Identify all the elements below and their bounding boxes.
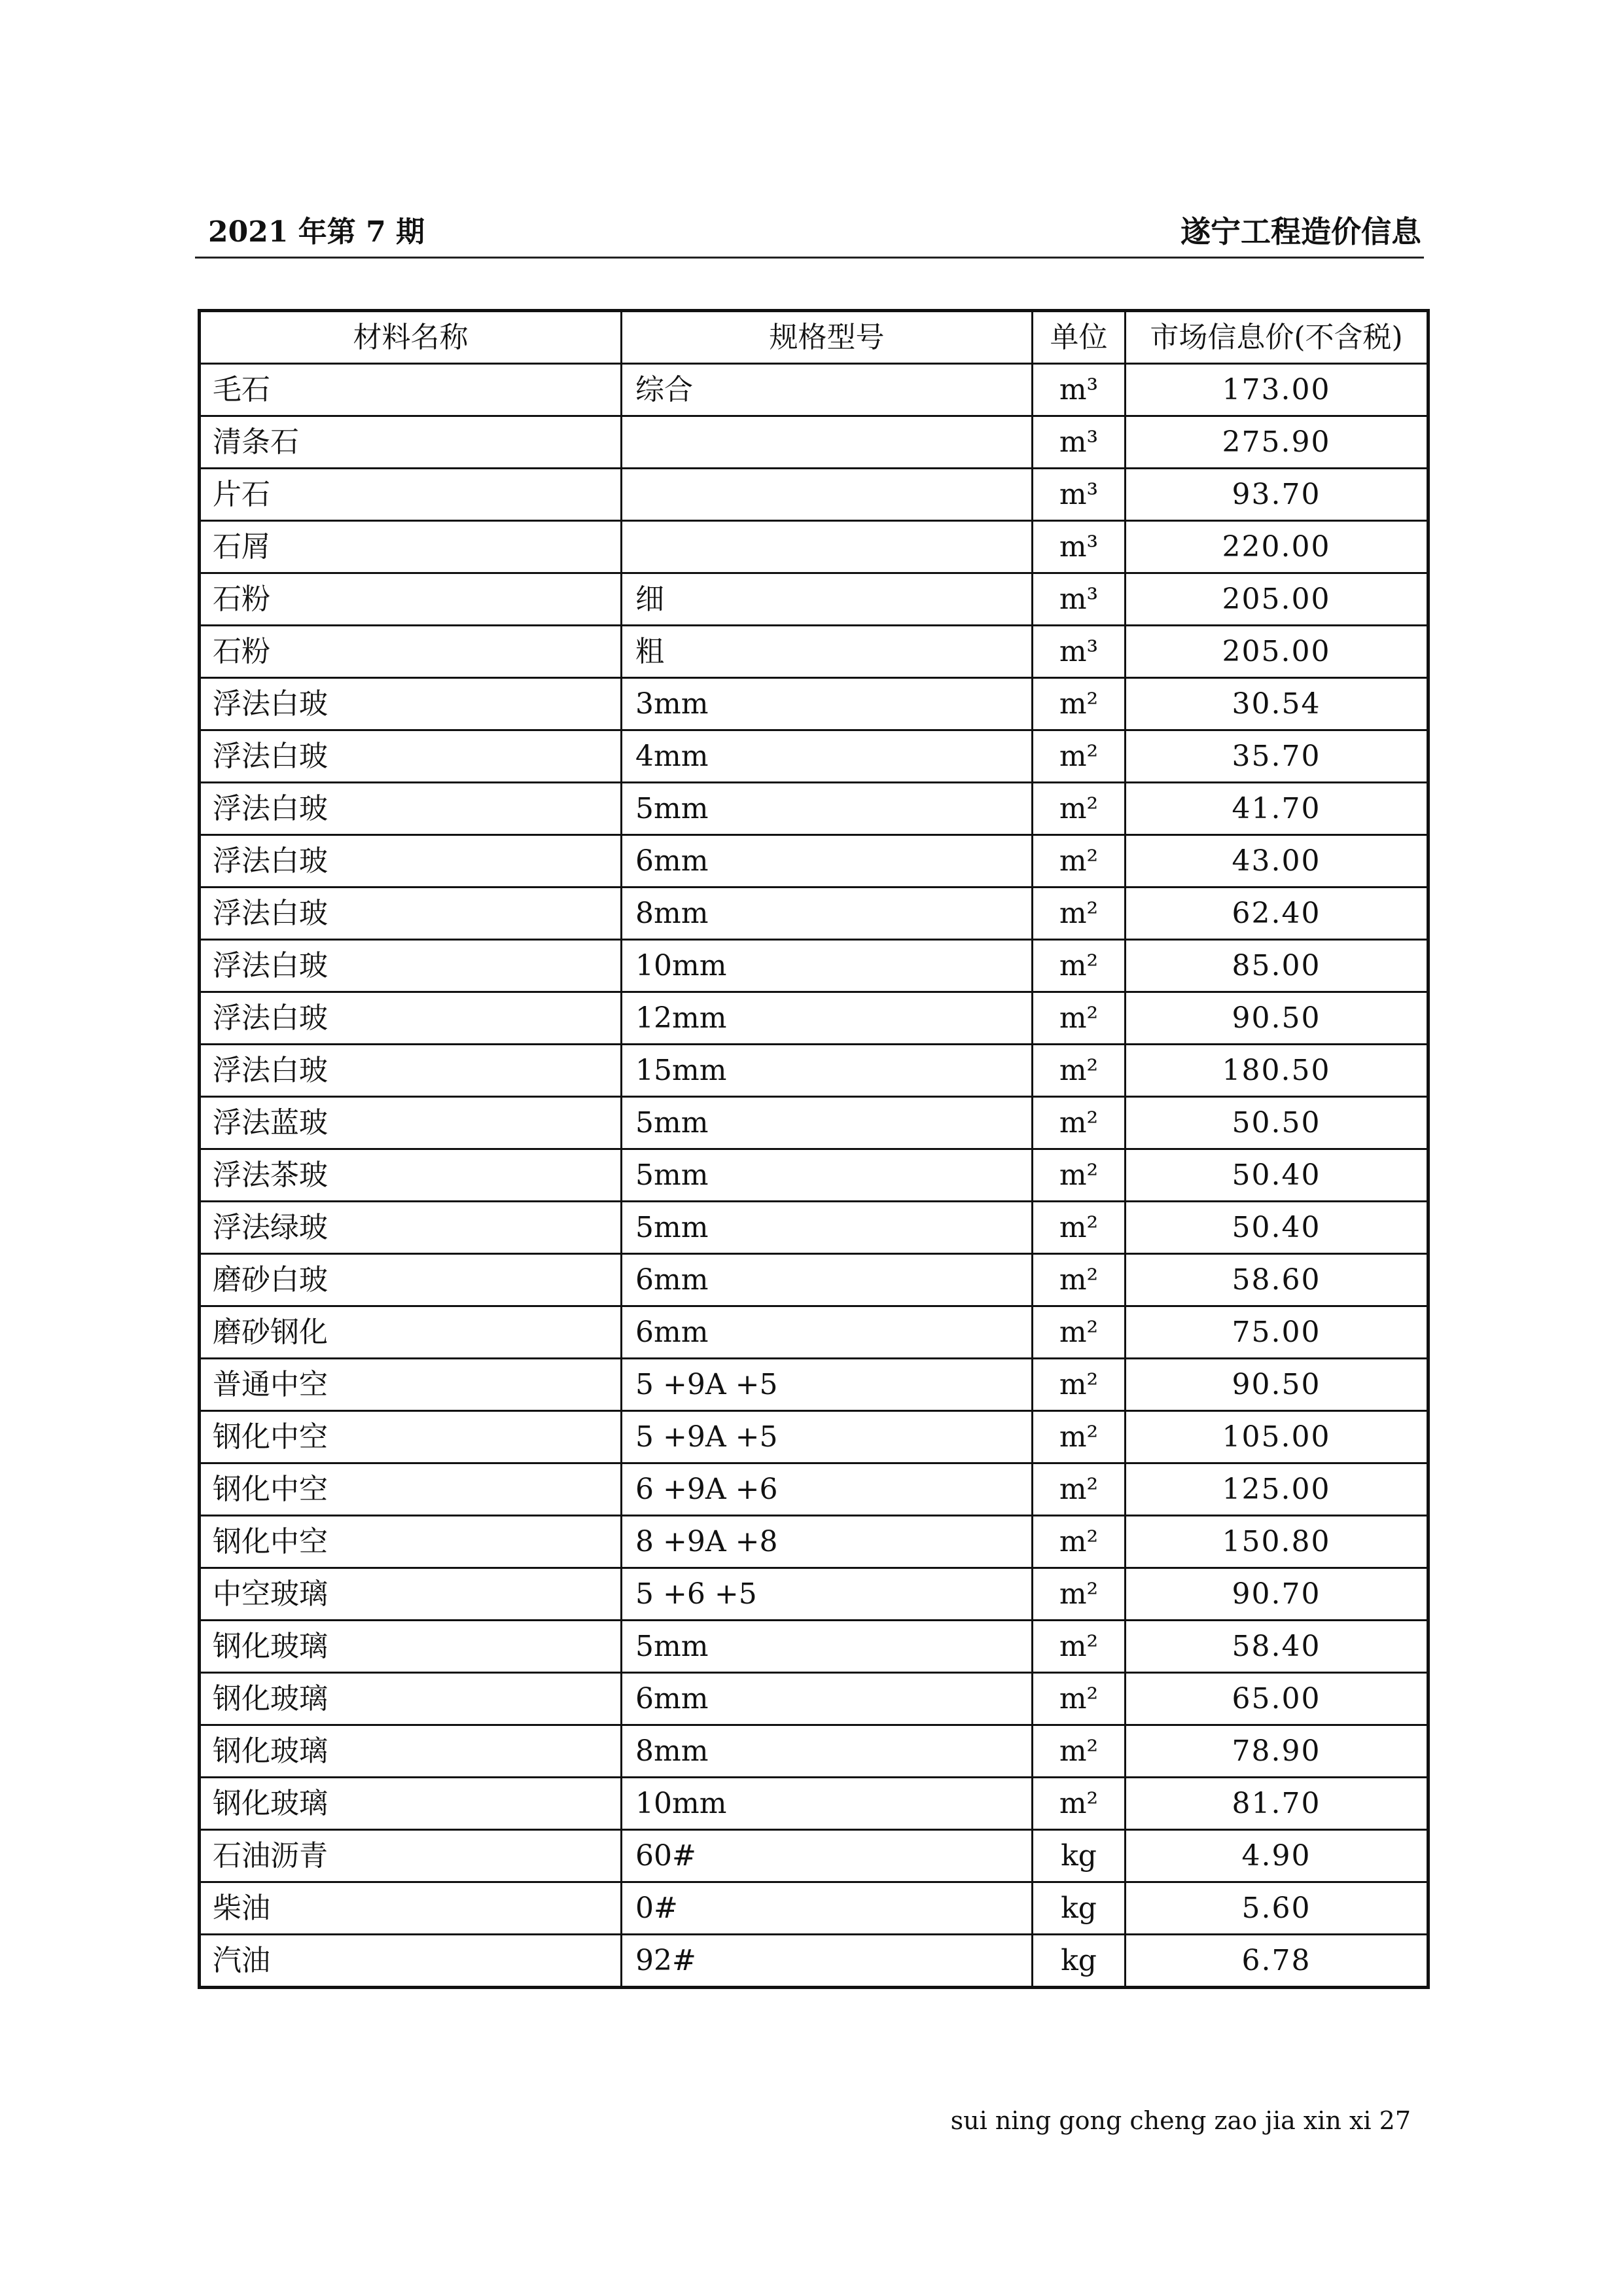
material-name-cell: 浮法白玻 (200, 1045, 622, 1097)
material-name-cell: 清条石 (200, 416, 622, 469)
unit-cell: m² (1033, 1725, 1126, 1778)
spec-cell: 8mm (622, 1725, 1033, 1778)
spec-cell: 5 +6 +5 (622, 1568, 1033, 1621)
price-cell: 62.40 (1126, 888, 1429, 940)
price-cell: 41.70 (1126, 783, 1429, 835)
unit-cell: m² (1033, 1463, 1126, 1516)
table-row (200, 1778, 1429, 1830)
price-cell: 50.40 (1126, 1202, 1429, 1254)
unit-cell: m² (1033, 1097, 1126, 1149)
table-row (200, 1254, 1429, 1306)
unit-cell: m² (1033, 1568, 1126, 1621)
table-row (200, 992, 1429, 1045)
unit-cell: m² (1033, 1673, 1126, 1725)
spec-cell: 5 +9A +5 (622, 1411, 1033, 1463)
unit-cell: m² (1033, 1149, 1126, 1202)
material-name-cell: 普通中空 (200, 1359, 622, 1411)
price-cell: 35.70 (1126, 730, 1429, 783)
table-row (200, 940, 1429, 992)
material-name-cell: 钢化玻璃 (200, 1621, 622, 1673)
table-row (200, 1935, 1429, 1988)
price-cell: 75.00 (1126, 1306, 1429, 1359)
material-name-cell: 浮法蓝玻 (200, 1097, 622, 1149)
table-row (200, 469, 1429, 521)
unit-cell: kg (1033, 1830, 1126, 1882)
spec-cell: 5 +9A +5 (622, 1359, 1033, 1411)
table-row (200, 626, 1429, 678)
table-row (200, 416, 1429, 469)
issue-label: 2021 年第 7 期 (208, 215, 425, 249)
table-row (200, 1097, 1429, 1149)
spec-cell: 0# (622, 1882, 1033, 1935)
table-body (200, 364, 1429, 1988)
material-name-cell: 磨砂钢化 (200, 1306, 622, 1359)
price-cell: 275.90 (1126, 416, 1429, 469)
spec-cell: 8mm (622, 888, 1033, 940)
unit-cell: kg (1033, 1882, 1126, 1935)
unit-cell: m² (1033, 940, 1126, 992)
table-row (200, 1568, 1429, 1621)
table-row (200, 783, 1429, 835)
table-row (200, 1621, 1429, 1673)
spec-cell (622, 469, 1033, 521)
unit-cell: m² (1033, 835, 1126, 888)
spec-cell: 6mm (622, 835, 1033, 888)
spec-cell: 8 +9A +8 (622, 1516, 1033, 1568)
price-cell: 58.60 (1126, 1254, 1429, 1306)
table-row (200, 678, 1429, 730)
price-cell: 173.00 (1126, 364, 1429, 416)
price-cell: 180.50 (1126, 1045, 1429, 1097)
column-header-unit: 单位 (1033, 311, 1126, 364)
table-row (200, 1830, 1429, 1882)
material-name-cell: 钢化中空 (200, 1463, 622, 1516)
price-cell: 150.80 (1126, 1516, 1429, 1568)
material-name-cell: 中空玻璃 (200, 1568, 622, 1621)
column-header-name: 材料名称 (200, 311, 622, 364)
price-cell: 90.50 (1126, 992, 1429, 1045)
material-name-cell: 浮法绿玻 (200, 1202, 622, 1254)
table-row (200, 364, 1429, 416)
material-name-cell: 石油沥青 (200, 1830, 622, 1882)
table-row (200, 888, 1429, 940)
unit-cell: m² (1033, 992, 1126, 1045)
table-row (200, 1516, 1429, 1568)
material-price-table (198, 309, 1430, 1989)
unit-cell: m² (1033, 678, 1126, 730)
column-header-price: 市场信息价(不含税) (1126, 311, 1429, 364)
material-name-cell: 石粉 (200, 626, 622, 678)
material-name-cell: 磨砂白玻 (200, 1254, 622, 1306)
material-name-cell: 片石 (200, 469, 622, 521)
unit-cell: m² (1033, 1254, 1126, 1306)
price-cell: 93.70 (1126, 469, 1429, 521)
unit-cell: m³ (1033, 364, 1126, 416)
price-cell: 50.50 (1126, 1097, 1429, 1149)
price-cell: 85.00 (1126, 940, 1429, 992)
spec-cell (622, 521, 1033, 573)
material-name-cell: 钢化玻璃 (200, 1673, 622, 1725)
price-cell: 205.00 (1126, 573, 1429, 626)
table-row (200, 1725, 1429, 1778)
header-divider (195, 257, 1424, 259)
material-name-cell: 浮法白玻 (200, 678, 622, 730)
material-name-cell: 浮法茶玻 (200, 1149, 622, 1202)
price-cell: 90.70 (1126, 1568, 1429, 1621)
price-cell: 4.90 (1126, 1830, 1429, 1882)
table-row (200, 521, 1429, 573)
material-name-cell: 浮法白玻 (200, 835, 622, 888)
unit-cell: m² (1033, 1621, 1126, 1673)
table-row (200, 1411, 1429, 1463)
price-cell: 30.54 (1126, 678, 1429, 730)
table-row (200, 573, 1429, 626)
spec-cell: 5mm (622, 1149, 1033, 1202)
publication-title: 遂宁工程造价信息 (1180, 214, 1421, 249)
material-name-cell: 毛石 (200, 364, 622, 416)
material-name-cell: 浮法白玻 (200, 940, 622, 992)
unit-cell: m² (1033, 1202, 1126, 1254)
unit-cell: m² (1033, 1411, 1126, 1463)
spec-cell: 综合 (622, 364, 1033, 416)
price-cell: 78.90 (1126, 1725, 1429, 1778)
material-name-cell: 浮法白玻 (200, 730, 622, 783)
price-cell: 6.78 (1126, 1935, 1429, 1988)
unit-cell: m² (1033, 1778, 1126, 1830)
table-row (200, 1463, 1429, 1516)
spec-cell: 3mm (622, 678, 1033, 730)
table-row (200, 1202, 1429, 1254)
material-name-cell: 汽油 (200, 1935, 622, 1988)
unit-cell: m² (1033, 730, 1126, 783)
price-cell: 50.40 (1126, 1149, 1429, 1202)
spec-cell: 粗 (622, 626, 1033, 678)
price-cell: 58.40 (1126, 1621, 1429, 1673)
table-row (200, 1359, 1429, 1411)
spec-cell: 60# (622, 1830, 1033, 1882)
spec-cell (622, 416, 1033, 469)
unit-cell: m³ (1033, 416, 1126, 469)
material-name-cell: 钢化玻璃 (200, 1725, 622, 1778)
unit-cell: m² (1033, 1359, 1126, 1411)
spec-cell: 6 +9A +6 (622, 1463, 1033, 1516)
price-cell: 43.00 (1126, 835, 1429, 888)
price-cell: 90.50 (1126, 1359, 1429, 1411)
price-cell: 81.70 (1126, 1778, 1429, 1830)
table-row (200, 1045, 1429, 1097)
table-row (200, 730, 1429, 783)
unit-cell: m³ (1033, 521, 1126, 573)
unit-cell: m² (1033, 1516, 1126, 1568)
spec-cell: 5mm (622, 1097, 1033, 1149)
column-header-spec: 规格型号 (622, 311, 1033, 364)
spec-cell: 12mm (622, 992, 1033, 1045)
unit-cell: m³ (1033, 469, 1126, 521)
page-footer: sui ning gong cheng zao jia xin xi 27 (950, 2106, 1411, 2135)
table-row (200, 1306, 1429, 1359)
material-name-cell: 钢化玻璃 (200, 1778, 622, 1830)
price-cell: 220.00 (1126, 521, 1429, 573)
spec-cell: 细 (622, 573, 1033, 626)
spec-cell: 10mm (622, 1778, 1033, 1830)
table-row (200, 1149, 1429, 1202)
material-name-cell: 石屑 (200, 521, 622, 573)
material-name-cell: 浮法白玻 (200, 992, 622, 1045)
spec-cell: 10mm (622, 940, 1033, 992)
table-row (200, 1673, 1429, 1725)
spec-cell: 5mm (622, 1621, 1033, 1673)
price-cell: 125.00 (1126, 1463, 1429, 1516)
spec-cell: 92# (622, 1935, 1033, 1988)
table-row (200, 835, 1429, 888)
price-cell: 65.00 (1126, 1673, 1429, 1725)
unit-cell: m³ (1033, 573, 1126, 626)
price-cell: 5.60 (1126, 1882, 1429, 1935)
material-name-cell: 钢化中空 (200, 1411, 622, 1463)
spec-cell: 4mm (622, 730, 1033, 783)
material-name-cell: 浮法白玻 (200, 888, 622, 940)
unit-cell: m² (1033, 1045, 1126, 1097)
spec-cell: 15mm (622, 1045, 1033, 1097)
unit-cell: m² (1033, 1306, 1126, 1359)
unit-cell: m² (1033, 888, 1126, 940)
unit-cell: kg (1033, 1935, 1126, 1988)
spec-cell: 6mm (622, 1306, 1033, 1359)
spec-cell: 5mm (622, 1202, 1033, 1254)
material-name-cell: 柴油 (200, 1882, 622, 1935)
unit-cell: m² (1033, 783, 1126, 835)
material-name-cell: 浮法白玻 (200, 783, 622, 835)
spec-cell: 6mm (622, 1254, 1033, 1306)
material-name-cell: 钢化中空 (200, 1516, 622, 1568)
material-name-cell: 石粉 (200, 573, 622, 626)
table-row (200, 1882, 1429, 1935)
price-cell: 105.00 (1126, 1411, 1429, 1463)
unit-cell: m³ (1033, 626, 1126, 678)
spec-cell: 6mm (622, 1673, 1033, 1725)
spec-cell: 5mm (622, 783, 1033, 835)
table-header-row (200, 311, 1429, 364)
price-cell: 205.00 (1126, 626, 1429, 678)
